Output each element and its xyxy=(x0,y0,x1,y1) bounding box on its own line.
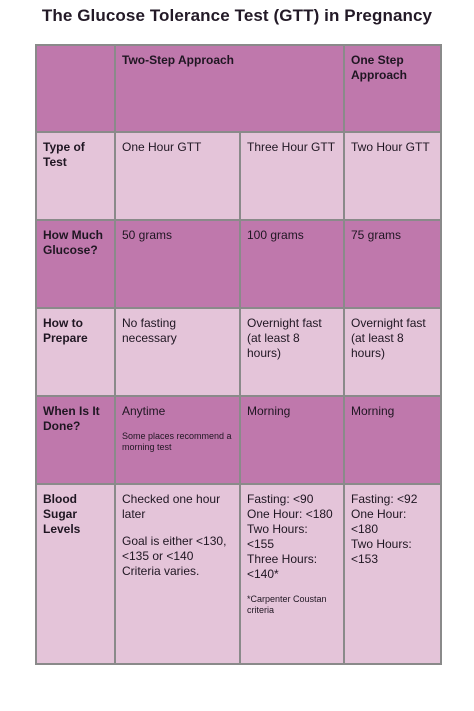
when-morning-note: Some places recommend a morning test xyxy=(122,431,232,452)
cell-glucose-one-step: 75 grams xyxy=(344,220,441,308)
cell-type-one-step: Two Hour GTT xyxy=(344,132,441,220)
row-label-glucose: How Much Glucose? xyxy=(36,220,115,308)
levels-criteria-note: *Carpenter Coustan criteria xyxy=(247,594,327,615)
row-how-to-prepare xyxy=(36,308,441,396)
cell-levels-two-step-2 xyxy=(240,484,344,664)
when-anytime-text: Anytime xyxy=(122,404,166,418)
levels-3h-two-hours: Two Hours: <155 xyxy=(247,522,308,551)
cell-when-two-step-2: Morning xyxy=(240,396,344,484)
row-how-much-glucose xyxy=(36,220,441,308)
cell-when-one-step: Morning xyxy=(344,396,441,484)
row-label-type: Type of Test xyxy=(36,132,115,220)
cell-levels-one-step xyxy=(344,484,441,664)
levels-3h-three-hours: Three Hours: <140* xyxy=(247,552,318,581)
gtt-comparison-table xyxy=(35,44,442,665)
cell-type-two-step-2: Three Hour GTT xyxy=(240,132,344,220)
header-two-step: Two-Step Approach xyxy=(115,45,344,132)
cell-glucose-two-step-1: 50 grams xyxy=(115,220,240,308)
levels-3h-one-hour: One Hour: <180 xyxy=(247,507,333,521)
page-title: The Glucose Tolerance Test (GTT) in Pregnancy xyxy=(41,6,433,25)
levels-3h-fasting: Fasting: <90 xyxy=(247,492,314,506)
cell-prepare-one-step: Overnight fast (at least 8 hours) xyxy=(344,308,441,396)
levels-2h-fasting: Fasting: <92 xyxy=(351,492,418,506)
cell-type-two-step-1: One Hour GTT xyxy=(115,132,240,220)
row-label-levels: Blood Sugar Levels xyxy=(36,484,115,664)
row-blood-sugar-levels xyxy=(36,484,441,664)
header-one-step: One Step Approach xyxy=(344,45,441,132)
row-when-done xyxy=(36,396,441,484)
levels-goal-text: Goal is either <130, <135 or <140 Criteria varies. xyxy=(122,534,227,578)
cell-prepare-two-step-1: No fasting necessary xyxy=(115,308,240,396)
cell-when-two-step-1 xyxy=(115,396,240,484)
cell-levels-two-step-1 xyxy=(115,484,240,664)
row-type-of-test xyxy=(36,132,441,220)
header-row xyxy=(36,45,441,132)
cell-glucose-two-step-2: 100 grams xyxy=(240,220,344,308)
levels-2h-one-hour: One Hour: <180 xyxy=(351,507,407,536)
levels-2h-two-hours: Two Hours: <153 xyxy=(351,537,412,566)
row-label-when: When Is It Done? xyxy=(36,396,115,484)
header-corner-cell xyxy=(36,45,115,132)
row-label-prepare: How to Prepare xyxy=(36,308,115,396)
cell-prepare-two-step-2: Overnight fast (at least 8 hours) xyxy=(240,308,344,396)
levels-one-hour-text: Checked one hour later xyxy=(122,492,221,521)
